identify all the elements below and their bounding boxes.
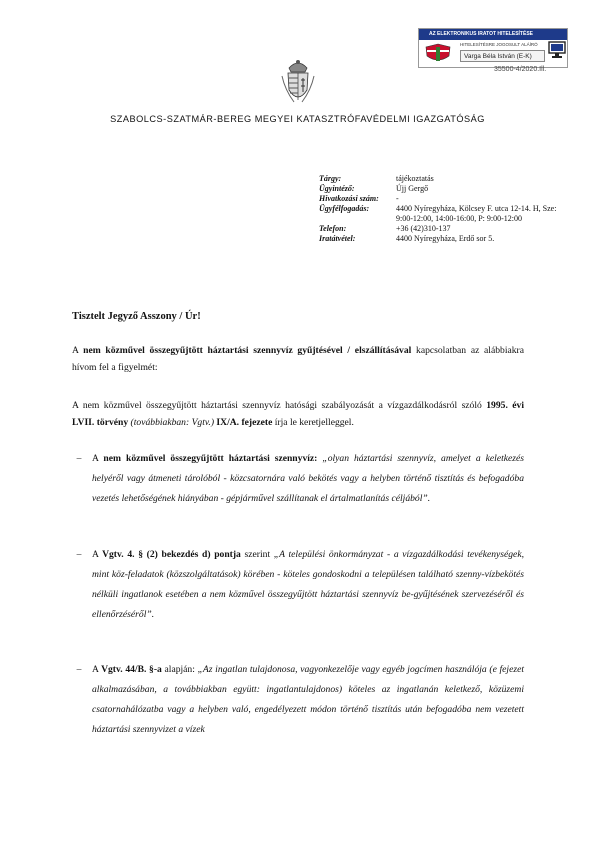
meta-row-phone — [319, 224, 559, 234]
metadata-table — [319, 174, 559, 244]
reference-number: 35500-4/2020.Ill. — [494, 66, 547, 73]
organization-name: SZABOLCS-SZATMÁR-BEREG MEGYEI KATASZTRÓFAVÉDELMI IGAZGATÓSÁG — [110, 114, 485, 124]
meta-row-document-receipt — [319, 234, 559, 244]
meta-value: 4400 Nyíregyháza, Erdő sor 5. — [396, 234, 495, 243]
dash-bullet-icon: – — [76, 453, 82, 464]
stamp-subtitle: HITELESÍTÉSRE JOGOSULT ALÁÍRÓ — [460, 42, 538, 47]
hungary-coat-of-arms-icon — [422, 41, 454, 65]
meta-key: Ügyfélfogadás: — [319, 204, 370, 213]
meta-key: Tárgy: — [319, 174, 342, 183]
meta-value: tájékoztatás — [396, 174, 434, 183]
meta-key: Telefon: — [319, 224, 347, 233]
stamp-title: AZ ELEKTRONIKUS IRATOT HITELESÍTÉSE — [429, 31, 533, 37]
stamp-signer: Varga Béla István (E-K) — [460, 50, 545, 62]
paragraph-law-reference: A nem közművel összegyűjtött háztartási szennyvíz hatósági szabályozását a vízgazdálkodásról szóló 1995. évi LVII. törvény (továbbiakban: Vgtv.) IX/A. fejezete írja le keretjelleggel. — [72, 400, 524, 428]
dash-bullet-icon: – — [76, 664, 82, 675]
list-item: – A Vgtv. 4. § (2) bekezdés d) pontja szerint „A települési önkormányzat - a vízgazdálkodási tevékenységek, mint köz-feladatok (közszolgáltatások) körében - köteles gondoskodni a településen található szenny-vízbekötés nélküli ingatlanok esetében a nem közművel összegyűjtött háztartási szennyvíz be-gyűjtésének szervezéséről és ellenőrzéséről”. — [72, 545, 524, 625]
meta-row-reference — [319, 194, 559, 204]
meta-key: Ügyintéző: — [319, 184, 355, 193]
meta-row-administrator — [319, 184, 559, 194]
salutation: Tisztelt Jegyző Asszony / Úr! — [72, 311, 201, 322]
meta-key: Hivatkozási szám: — [319, 194, 379, 203]
meta-row-office-hours — [319, 204, 559, 224]
meta-key: Iratátvétel: — [319, 234, 356, 243]
meta-value: - — [396, 194, 399, 203]
list-item: – A nem közművel összegyűjtött háztartási szennyvíz: „olyan háztartási szennyvíz, amelyet a keletkezés helyéről vagy átmeneti tárolóból - közcsatornára való bekötés vagy a helyben történő tisztítás és befogadóba vezetés lehetőségének hiányában - gépjárművel szállítanak el ártalmatlanítás céljából”. — [72, 449, 524, 509]
monitor-icon — [548, 40, 566, 60]
meta-value: Újj Gergő — [396, 184, 429, 193]
dash-bullet-icon: – — [76, 549, 82, 560]
meta-row-subject — [319, 174, 559, 184]
list-item: – A Vgtv. 44/B. §-a alapján: „Az ingatlan tulajdonosa, vagyonkezelője vagy egyéb jogcímen használója (e fejezet alkalmazásában, a továbbiakban együtt: ingatlantulajdonos) köteles az ingatlanán keletkező, közüzemi csatornahálózatba vagy a helyben való, engedélyezett módon történő tisztítás után befogadóba nem vezetett háztartási szennyvizet a vízek — [72, 660, 524, 740]
paragraph-intro: A nem közművel összegyűjtött háztartási szennyvíz gyűjtésével / elszállításával kapcsolatban az alábbiakra hívom fel a figyelmét: — [72, 345, 524, 373]
coat-of-arms-emblem-icon — [280, 56, 316, 108]
meta-value: 4400 Nyíregyháza, Kölcsey F. utca 12-14. H, Sze: 9:00-12:00, 14:00-16:00, P: 9:00-12:00 — [396, 204, 557, 223]
meta-value: +36 (42)310-137 — [396, 224, 451, 233]
